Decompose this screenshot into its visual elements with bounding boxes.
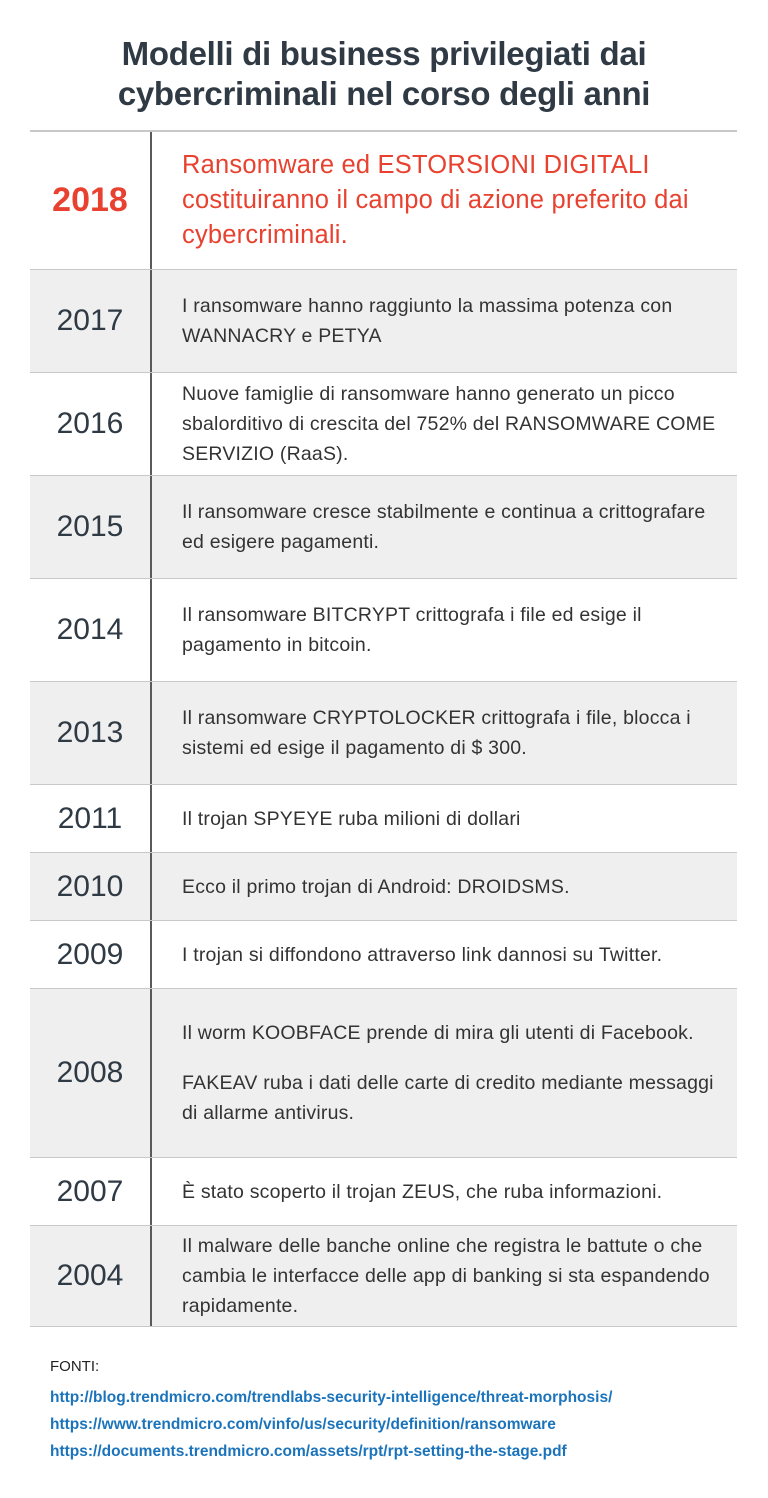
timeline-year: 2016 xyxy=(30,373,152,475)
timeline-row-2015 xyxy=(30,476,737,579)
timeline-year: 2004 xyxy=(30,1226,152,1326)
timeline-year: 2007 xyxy=(30,1158,152,1225)
timeline-description xyxy=(152,476,737,578)
timeline-row-2009 xyxy=(30,921,737,989)
timeline-year: 2010 xyxy=(30,853,152,920)
timeline-text: Il worm KOOBFACE prende di mira gli utenti di Facebook. xyxy=(182,1022,694,1044)
timeline-year: 2008 xyxy=(30,989,152,1157)
sources-label: FONTI: xyxy=(50,1358,100,1375)
timeline-row-2007 xyxy=(30,1158,737,1226)
timeline-text: I ransomware hanno raggiunto la massima potenza con WANNACRY e PETYA xyxy=(182,295,673,347)
timeline-description xyxy=(152,1158,737,1225)
timeline-text: È stato scoperto il trojan ZEUS, che ruba informazioni. xyxy=(182,1180,663,1203)
timeline-text: Ransomware ed ESTORSIONI DIGITALI costituiranno il campo di azione preferito dai cybercriminali. xyxy=(182,151,689,249)
timeline-year: 2013 xyxy=(30,682,152,784)
source-link[interactable]: https://www.trendmicro.com/vinfo/us/security/definition/ransomware xyxy=(50,1416,556,1433)
timeline-text: FAKEAV ruba i dati delle carte di credito mediante messaggi di allarme antivirus. xyxy=(182,1072,714,1124)
timeline-text: I trojan si diffondono attraverso link dannosi su Twitter. xyxy=(182,943,663,966)
timeline-description xyxy=(152,853,737,920)
timeline-row-2013 xyxy=(30,682,737,785)
timeline-description xyxy=(152,785,737,852)
timeline-description xyxy=(152,1226,737,1326)
timeline-description xyxy=(152,373,737,475)
timeline-row-2004 xyxy=(30,1226,737,1327)
timeline-year: 2017 xyxy=(30,270,152,372)
timeline-description xyxy=(152,270,737,372)
timeline-row-2008 xyxy=(30,989,737,1158)
timeline-text: Il trojan SPYEYE ruba milioni di dollari xyxy=(182,807,521,830)
timeline-text: Il ransomware cresce stabilmente e continua a crittografare ed esigere pagamenti. xyxy=(182,501,706,553)
timeline-text: Il ransomware CRYPTOLOCKER crittografa i file, blocca i sistemi ed esige il pagamento di $ 300. xyxy=(182,707,691,759)
source-link[interactable]: https://documents.trendmicro.com/assets/rpt/rpt-setting-the-stage.pdf xyxy=(50,1443,567,1460)
page-title-line-2: cybercriminali nel corso degli anni xyxy=(117,75,651,112)
timeline-description xyxy=(152,921,737,988)
timeline-text: Il ransomware BITCRYPT crittografa i file ed esige il pagamento in bitcoin. xyxy=(182,604,642,656)
source-link[interactable]: http://blog.trendmicro.com/trendlabs-security-intelligence/threat-morphosis/ xyxy=(50,1389,613,1406)
timeline-year: 2009 xyxy=(30,921,152,988)
timeline-row-2010 xyxy=(30,853,737,921)
timeline-row-2016 xyxy=(30,373,737,476)
timeline-row-2014 xyxy=(30,579,737,682)
sources-section xyxy=(50,1356,750,1465)
timeline-description xyxy=(152,132,737,269)
page-title xyxy=(0,34,768,114)
timeline-description xyxy=(152,682,737,784)
timeline-row-2011 xyxy=(30,785,737,853)
timeline-year: 2015 xyxy=(30,476,152,578)
timeline-description xyxy=(152,579,737,681)
timeline-row-2017 xyxy=(30,270,737,373)
page-title-line-1: Modelli di business privilegiati dai xyxy=(121,35,647,72)
timeline-row-2018 xyxy=(30,132,737,270)
timeline-description xyxy=(152,989,737,1157)
timeline-year: 2018 xyxy=(30,132,152,269)
timeline-year: 2011 xyxy=(30,785,152,852)
timeline-text: Nuove famiglie di ransomware hanno generato un picco sbalorditivo di crescita del 752% del RANSOMWARE COME SERVIZIO (RaaS). xyxy=(182,383,716,465)
timeline-year: 2014 xyxy=(30,579,152,681)
timeline-text: Il malware delle banche online che registra le battute o che cambia le interfacce delle app di banking si sta espandendo rapidamente. xyxy=(182,1235,710,1317)
timeline-table xyxy=(30,130,737,1327)
timeline-text: Ecco il primo trojan di Android: DROIDSMS. xyxy=(182,875,570,898)
